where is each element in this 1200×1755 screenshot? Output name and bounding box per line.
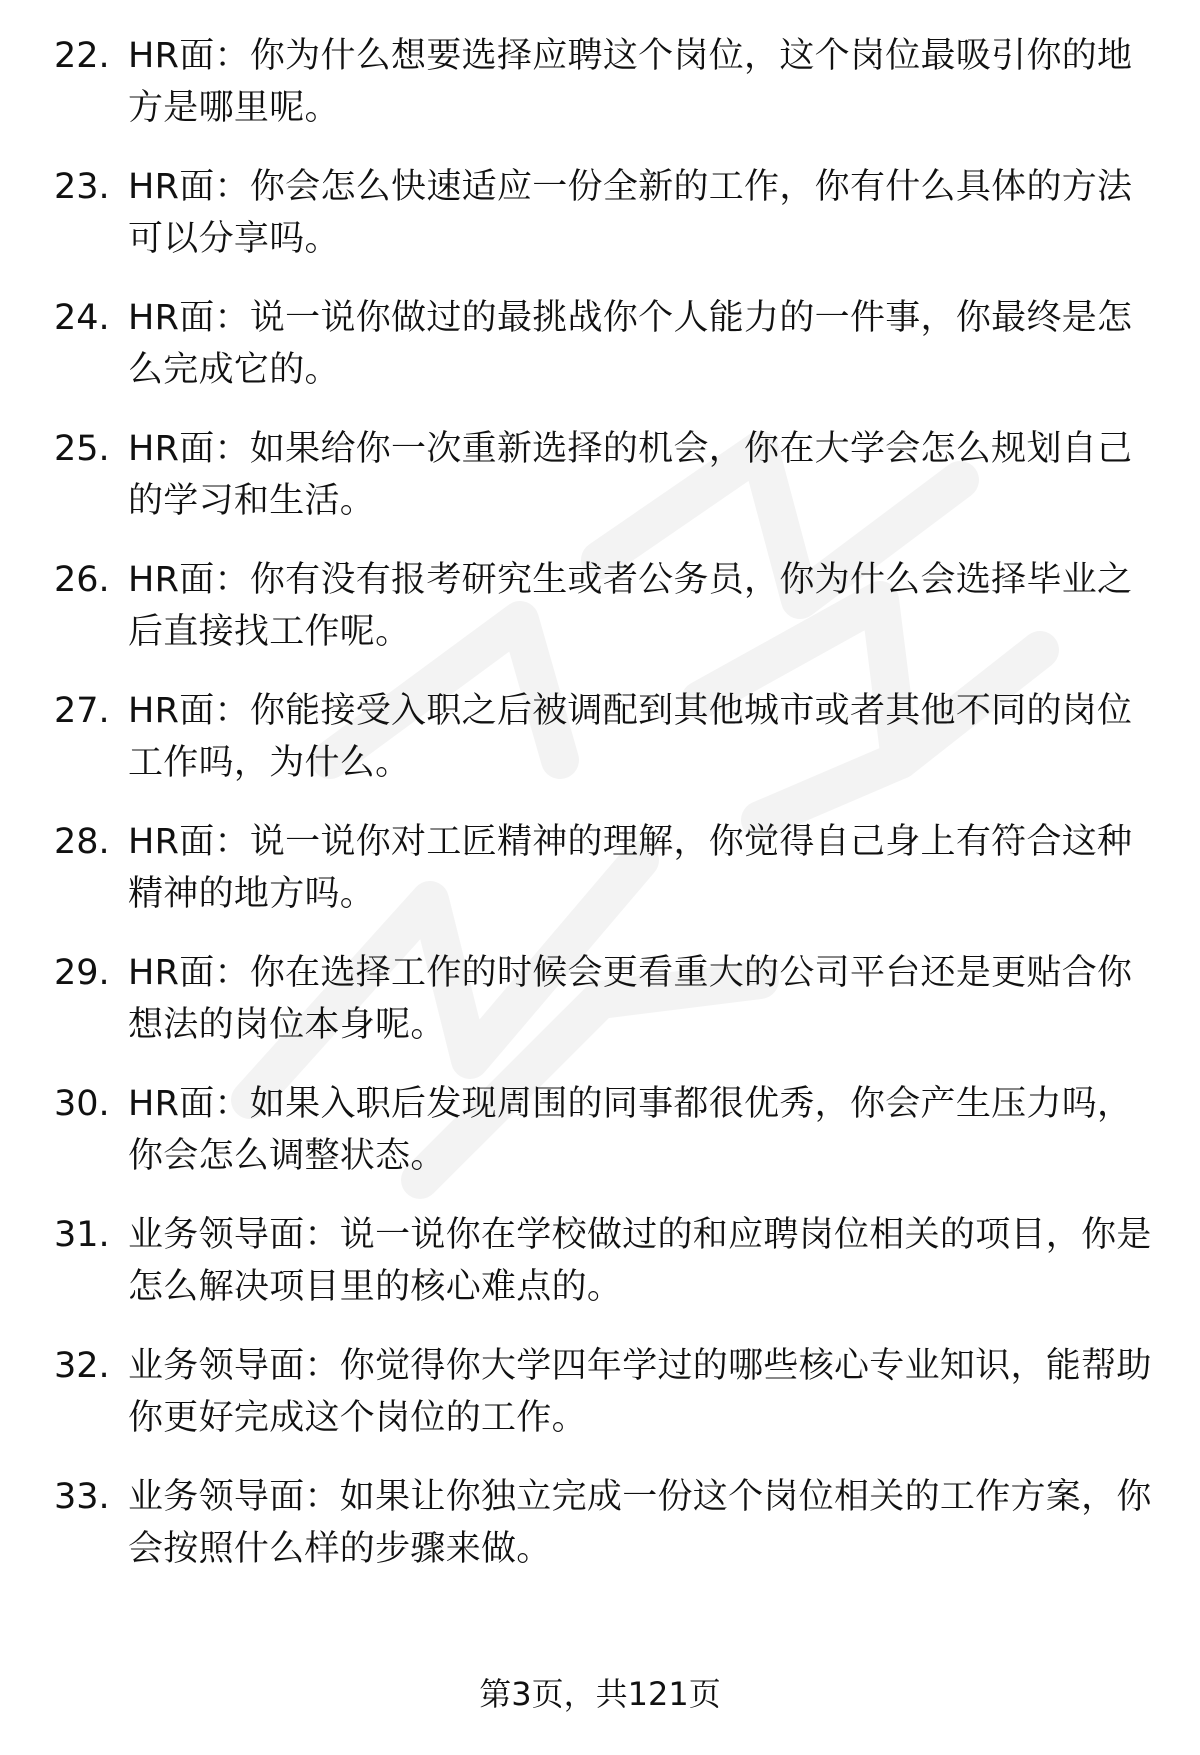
question-list [0, 30, 1200, 1602]
question-item [0, 685, 1200, 816]
question-item [0, 1078, 1200, 1209]
question-item [0, 554, 1200, 685]
question-text: HR面：如果给你一次重新选择的机会，你在大学会怎么规划自己的学习和生活。 [128, 429, 1133, 521]
question-number: 32. [54, 1346, 110, 1386]
question-number: 27. [54, 691, 110, 731]
question-number: 31. [54, 1215, 110, 1255]
question-text: HR面：你在选择工作的时候会更看重大的公司平台还是更贴合你想法的岗位本身呢。 [128, 953, 1133, 1045]
question-text: 业务领导面：说一说你在学校做过的和应聘岗位相关的项目，你是怎么解决项目里的核心难点的。 [128, 1215, 1152, 1307]
question-text: HR面：说一说你对工匠精神的理解，你觉得自己身上有符合这种精神的地方吗。 [128, 822, 1133, 914]
question-item [0, 30, 1200, 161]
question-number: 30. [54, 1084, 110, 1124]
question-item [0, 161, 1200, 292]
question-item [0, 947, 1200, 1078]
question-item [0, 1471, 1200, 1602]
question-text: HR面：你为什么想要选择应聘这个岗位，这个岗位最吸引你的地方是哪里呢。 [128, 36, 1133, 128]
question-number: 29. [54, 953, 110, 993]
question-text: HR面：你有没有报考研究生或者公务员，你为什么会选择毕业之后直接找工作呢。 [128, 560, 1133, 652]
question-item [0, 816, 1200, 947]
question-text: HR面：说一说你做过的最挑战你个人能力的一件事，你最终是怎么完成它的。 [128, 298, 1133, 390]
question-number: 28. [54, 822, 110, 862]
question-item [0, 423, 1200, 554]
question-item [0, 1209, 1200, 1340]
question-number: 33. [54, 1477, 110, 1517]
question-item [0, 292, 1200, 423]
question-number: 26. [54, 560, 110, 600]
question-number: 25. [54, 429, 110, 469]
question-text: HR面：你会怎么快速适应一份全新的工作，你有什么具体的方法可以分享吗。 [128, 167, 1133, 259]
question-number: 23. [54, 167, 110, 207]
question-text: HR面：你能接受入职之后被调配到其他城市或者其他不同的岗位工作吗，为什么。 [128, 691, 1133, 783]
question-item [0, 1340, 1200, 1471]
page-number-footer: 第3页，共121页 [479, 1675, 721, 1713]
question-text: 业务领导面：如果让你独立完成一份这个岗位相关的工作方案，你会按照什么样的步骤来做。 [128, 1477, 1152, 1569]
question-text: 业务领导面：你觉得你大学四年学过的哪些核心专业知识，能帮助你更好完成这个岗位的工作。 [128, 1346, 1152, 1438]
question-number: 22. [54, 36, 110, 76]
question-text: HR面：如果入职后发现周围的同事都很优秀，你会产生压力吗，你会怎么调整状态。 [128, 1084, 1133, 1176]
question-number: 24. [54, 298, 110, 338]
